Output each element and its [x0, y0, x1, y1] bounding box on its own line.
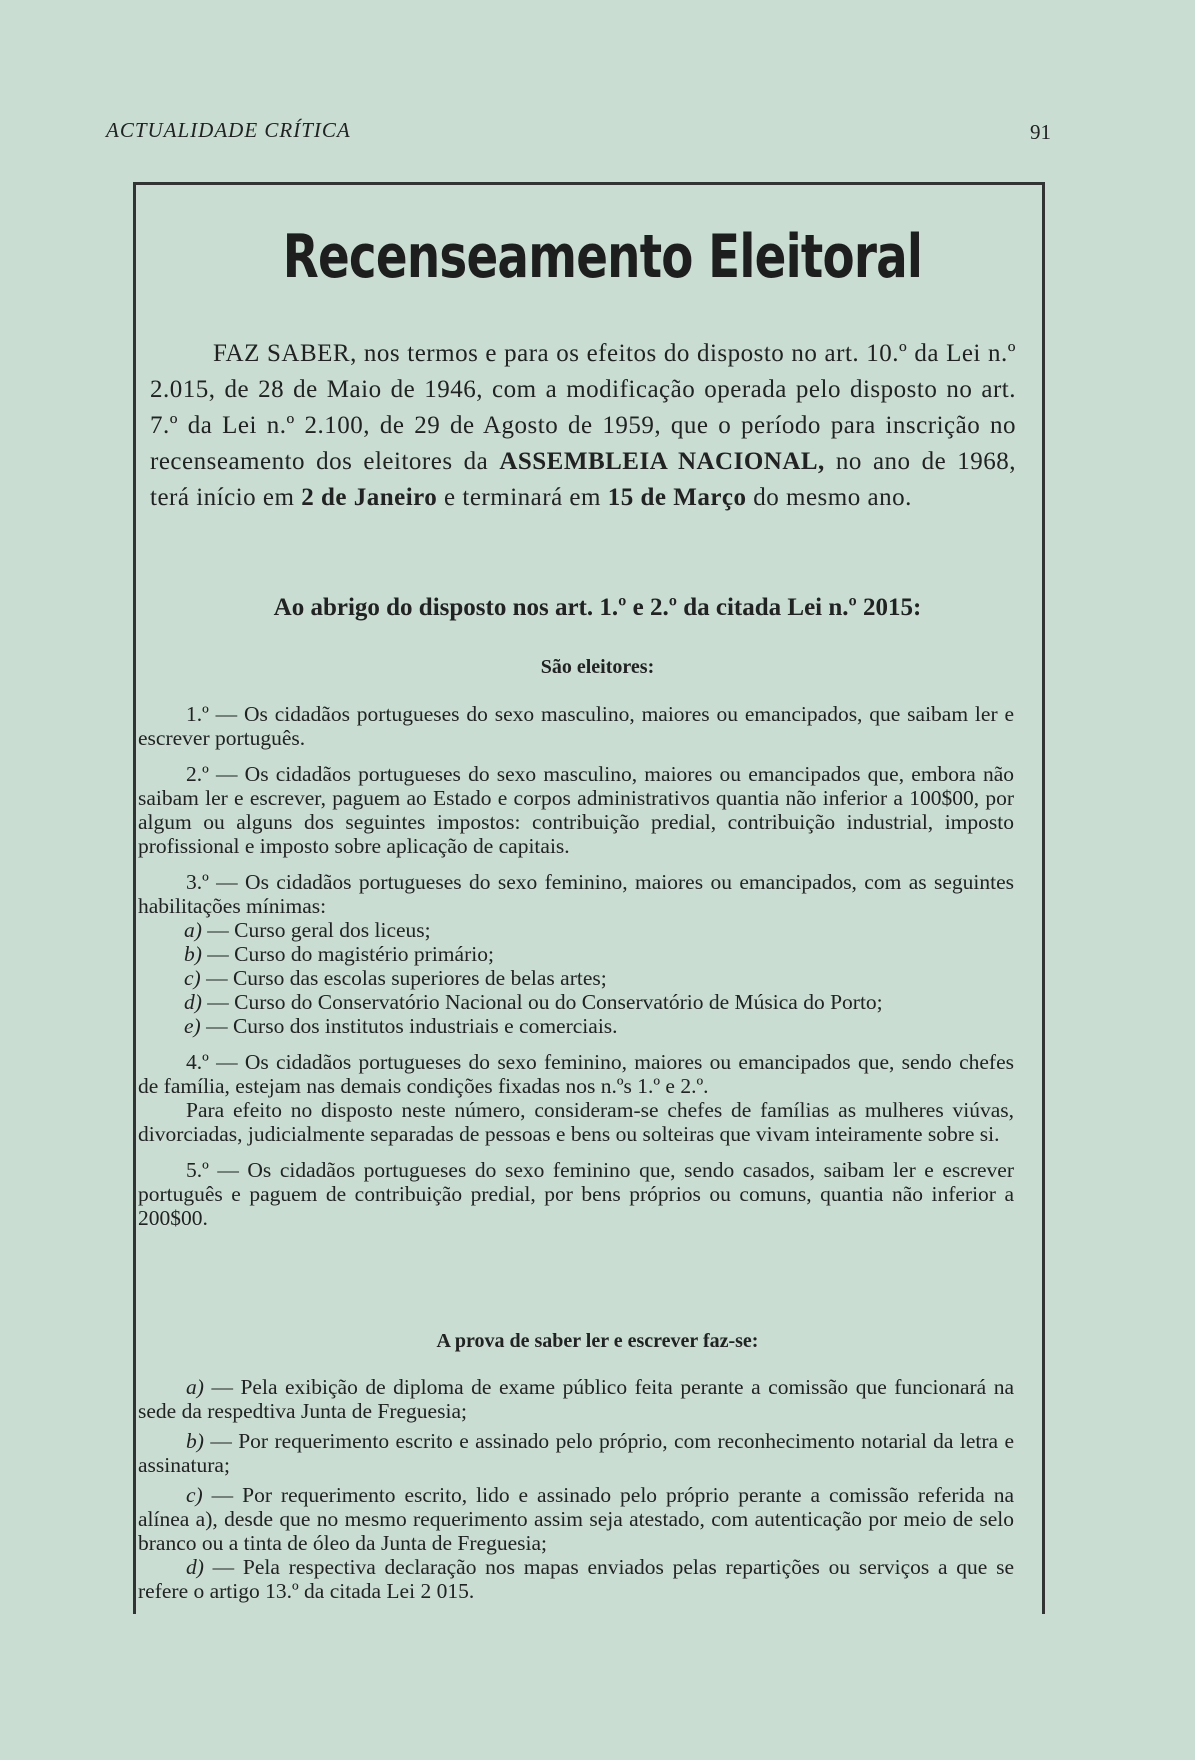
lead-start-date: 2 de Janeiro: [301, 484, 438, 511]
sub-item-text: — Curso dos institutos industriais e comerciais.: [206, 1014, 618, 1038]
proof-item-text: — Pela respectiva declaração nos mapas enviados pelas repartições ou serviços a que se refere o artigo 13.º da citada Lei 2 015.: [138, 1555, 1015, 1603]
notice-title: Recenseamento Eleitoral: [282, 222, 923, 292]
voter-item-1: 1.º — Os cidadãos portugueses do sexo masculino, maiores ou emancipados, que saibam ler e escrever português.: [138, 702, 1014, 750]
proof-item-letter: a): [186, 1375, 204, 1399]
proof-item-text: — Pela exibição de diploma de exame público feita perante a comissão que funcionará na sede da respedtiva Junta de Freguesia;: [138, 1375, 1015, 1423]
proof-item-text: — Por requerimento escrito, lido e assinado pelo próprio perante a comissão referida na alínea a), desde que no mesmo requerimento assim seja atestado, com autenticação por meio de selo branco ou a tinta de óleo da Junta de Freguesia;: [138, 1483, 1014, 1555]
voter-item-4: 4.º — Os cidadãos portugueses do sexo feminino, maiores ou emancipados que, sendo chefes de família, estejam nas demais condições fixadas nos n.ºs 1.º e 2.º.: [138, 1050, 1014, 1098]
proof-list: [138, 1375, 1014, 1603]
proof-item-text: — Por requerimento escrito e assinado pelo próprio, com reconhecimento notarial da letra e assinatura;: [138, 1429, 1015, 1477]
voters-list: [138, 702, 1014, 1230]
lead-text-3: e terminará em: [444, 484, 601, 511]
voter-item-5: 5.º — Os cidadãos portugueses do sexo feminino que, sendo casados, saibam ler e escrever português e paguem de contribuição predial, por bens próprios ou comuns, quantia não inferior a 200$00.: [138, 1158, 1014, 1230]
sub-item-text: — Curso das escolas superiores de belas artes;: [206, 966, 607, 990]
sub-item-letter: c): [184, 966, 201, 990]
lead-end-date: 15 de Março: [607, 484, 747, 511]
sub-item-a: [138, 918, 1014, 942]
sub-item-text: — Curso do Conservatório Nacional ou do Conservatório de Música do Porto;: [207, 990, 883, 1014]
lead-text-4: do mesmo ano.: [753, 484, 912, 511]
heading-voters: São eleitores:: [540, 656, 655, 678]
heading-proof: A prova de saber ler e escrever faz-se:: [436, 1330, 759, 1352]
running-head: ACTUALIDADE CRÍTICA: [106, 118, 351, 142]
proof-item-letter: b): [186, 1429, 204, 1453]
voter-item-3: 3.º — Os cidadãos portugueses do sexo feminino, maiores ou emancipados, com as seguintes habilitações mínimas:: [138, 870, 1014, 918]
notice-lead-paragraph: [150, 336, 1016, 516]
voter-item-4-note: Para efeito no disposto neste número, consideram-se chefes de famílias as mulheres viúvas, divorciadas, judicialmente separadas de pessoas e bens ou solteiras que vivam inteiramente sobre si.: [138, 1098, 1014, 1146]
heading-basis: Ao abrigo do disposto nos art. 1.º e 2.º da citada Lei n.º 2015:: [273, 594, 922, 621]
sub-item-text: — Curso do magistério primário;: [207, 942, 494, 966]
sub-item-text: — Curso geral dos liceus;: [207, 918, 431, 942]
sub-item-c: [138, 966, 1014, 990]
lead-text-2: no ano de 1968, terá início em: [150, 448, 1017, 511]
lead-text-1: FAZ SABER, nos termos e para os efeitos do disposto no art. 10.º da Lei n.º 2.015, de 28 de Maio de 1946, com a modificação operada pelo disposto no art. 7.º da Lei n.º 2.100, de 29 de Agosto de 1959, que o período para inscrição no recenseamento dos eleitores da: [150, 340, 1016, 475]
sub-item-d: [138, 990, 1014, 1014]
sub-item-letter: d): [184, 990, 202, 1014]
voter-item-3-sublist: [138, 918, 1014, 1038]
proof-item-letter: c): [186, 1483, 203, 1507]
proof-item-letter: d): [186, 1555, 204, 1579]
sub-item-letter: e): [184, 1014, 201, 1038]
lead-assembly: ASSEMBLEIA NACIONAL,: [499, 448, 825, 475]
voter-item-2: 2.º — Os cidadãos portugueses do sexo masculino, maiores ou emancipados que, embora não saibam ler e escrever, paguem ao Estado e corpos administrativos quantia não inferior a 100$00, por algum ou alguns dos seguintes impostos: contribuição predial, contribuição industrial, imposto profissional e imposto sobre aplicação de capitais.: [138, 762, 1014, 858]
proof-item-a: [138, 1375, 1014, 1423]
sub-item-b: [138, 942, 1014, 966]
proof-item-c: [138, 1483, 1014, 1555]
sub-item-letter: b): [184, 942, 202, 966]
sub-item-letter: a): [184, 918, 202, 942]
page-number: 91: [1030, 120, 1051, 144]
sub-item-e: [138, 1014, 1014, 1038]
proof-item-b: [138, 1429, 1014, 1477]
proof-item-d: [138, 1555, 1014, 1603]
